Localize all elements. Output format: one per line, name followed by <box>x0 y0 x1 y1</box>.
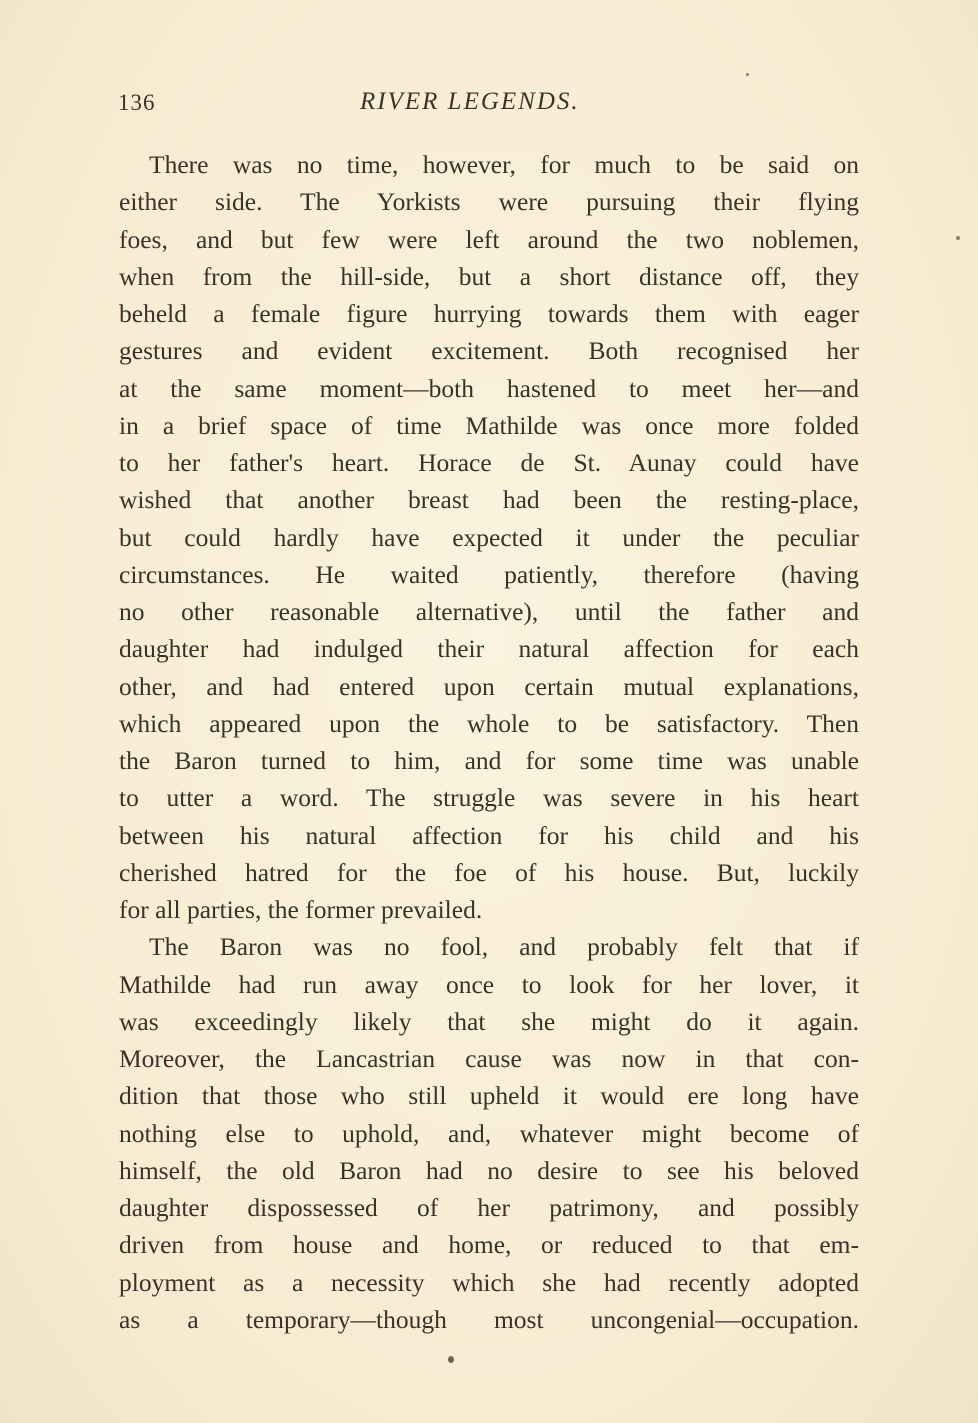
text-line: when from the hill-side, but a short distance off, they <box>119 261 859 291</box>
text-line: in a brief space of time Mathilde was once more folded <box>119 410 859 440</box>
text-line: for all parties, the former prevailed. <box>119 895 483 924</box>
text-line: There was no time, however, for much to be said on <box>149 150 859 179</box>
text-line: which appeared upon the whole to be satisfactory. Then <box>119 708 859 738</box>
text-line: no other reasonable alternative), until the father and <box>119 597 859 626</box>
text-line: daughter dispossessed of her patrimony, and possibly <box>119 1193 859 1222</box>
text-line: either side. The Yorkists were pursuing their flying <box>119 187 859 217</box>
paper-speck <box>746 73 749 76</box>
text-line: wished that another breast had been the resting-place, <box>119 485 859 515</box>
text-line: foes, and but few were left around the two noblemen, <box>119 224 859 254</box>
text-line: to her father's heart. Horace de St. Aunay could have <box>119 448 859 477</box>
page-number: 136 <box>118 90 156 115</box>
text-line: as a temporary—though most uncongenial—occupation. <box>119 1304 859 1334</box>
text-line: himself, the old Baron had no desire to see his beloved <box>119 1155 859 1185</box>
text-line: cherished hatred for the foe of his house. But, luckily <box>119 857 859 887</box>
text-line: driven from house and home, or reduced to that em- <box>119 1230 859 1260</box>
text-line: other, and had entered upon certain mutual explanations, <box>119 671 859 701</box>
page-header <box>118 84 858 124</box>
text-line: dition that those who still upheld it would ere long have <box>119 1081 859 1111</box>
text-line: at the same moment—both hastened to meet her—and <box>119 373 859 403</box>
text-line: circumstances. He waited patiently, therefore (having <box>119 559 859 589</box>
text-line: nothing else to uphold, and, whatever might become of <box>119 1118 859 1148</box>
text-line: beheld a female figure hurrying towards them with eager <box>119 299 859 328</box>
text-line: to utter a word. The struggle was severe in his heart <box>119 783 859 813</box>
paper-speck <box>956 236 960 240</box>
text-line: ployment as a necessity which she had recently adopted <box>119 1267 859 1297</box>
text-line: gestures and evident excitement. Both recognised her <box>119 336 859 366</box>
text-line: was exceedingly likely that she might do it again. <box>119 1006 859 1036</box>
text-line: but could hardly have expected it under the peculiar <box>119 522 859 552</box>
running-title: RIVER LEGENDS. <box>360 88 580 115</box>
text-line: Moreover, the Lancastrian cause was now in that con- <box>119 1044 859 1073</box>
text-line: the Baron turned to him, and for some time was unable <box>119 746 859 775</box>
body-text <box>119 146 859 1338</box>
text-line: The Baron was no fool, and probably felt that if <box>149 932 859 962</box>
text-line: between his natural affection for his child and his <box>119 820 859 850</box>
text-line: daughter had indulged their natural affection for each <box>119 634 859 664</box>
text-line: Mathilde had run away once to look for her lover, it <box>119 969 859 999</box>
paper-speck <box>448 1356 454 1363</box>
